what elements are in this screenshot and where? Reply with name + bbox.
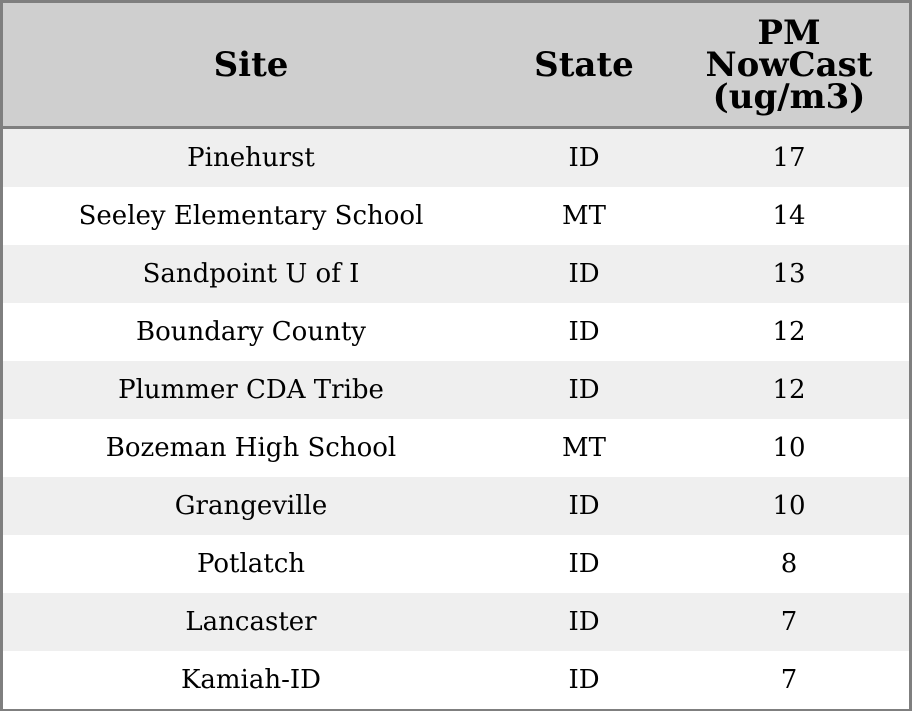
table-row [3, 245, 909, 303]
pm-value-cell: 10 [772, 491, 806, 521]
pm-value-cell: 8 [780, 549, 798, 579]
site-cell: Grangeville [174, 491, 328, 521]
site-cell: Boundary County [136, 317, 366, 347]
pm-value-cell: 7 [780, 665, 798, 695]
state-cell: ID [568, 375, 600, 405]
pm-value-cell: 14 [772, 201, 806, 231]
table-row [3, 535, 909, 593]
site-cell: Plummer CDA Tribe [118, 375, 384, 405]
site-cell: Bozeman High School [105, 433, 397, 463]
table-row [3, 477, 909, 535]
column-header-site: Site [213, 44, 289, 85]
state-cell: MT [562, 433, 606, 463]
site-cell: Sandpoint U of I [142, 259, 360, 289]
state-cell: ID [568, 317, 600, 347]
site-cell: Kamiah-ID [180, 665, 322, 695]
table-row [3, 651, 909, 709]
site-cell: Pinehurst [187, 143, 315, 173]
state-cell: ID [568, 143, 600, 173]
pm-value-cell: 13 [772, 259, 806, 289]
pm-value-cell: 17 [772, 143, 806, 173]
state-cell: ID [568, 549, 600, 579]
table-row [3, 187, 909, 245]
state-cell: ID [568, 607, 600, 637]
table-row [3, 303, 909, 361]
site-cell: Potlatch [196, 549, 306, 579]
state-cell: MT [562, 201, 606, 231]
table-row [3, 419, 909, 477]
pm-value-cell: 7 [780, 607, 798, 637]
pm-value-cell: 12 [772, 317, 806, 347]
table-row [3, 593, 909, 651]
site-cell: Seeley Elementary School [78, 201, 424, 231]
pm-value-cell: 10 [772, 433, 806, 463]
state-cell: ID [568, 259, 600, 289]
state-cell: ID [568, 491, 600, 521]
site-cell: Lancaster [185, 607, 317, 637]
pm-value-cell: 12 [772, 375, 806, 405]
table-header-row [3, 3, 909, 129]
table-body [3, 129, 909, 709]
column-header-pm-nowcast: PM NowCast (ug/m3) [705, 12, 873, 117]
state-cell: ID [568, 665, 600, 695]
table-row [3, 129, 909, 187]
table-row [3, 361, 909, 419]
column-header-state: State [534, 44, 634, 85]
